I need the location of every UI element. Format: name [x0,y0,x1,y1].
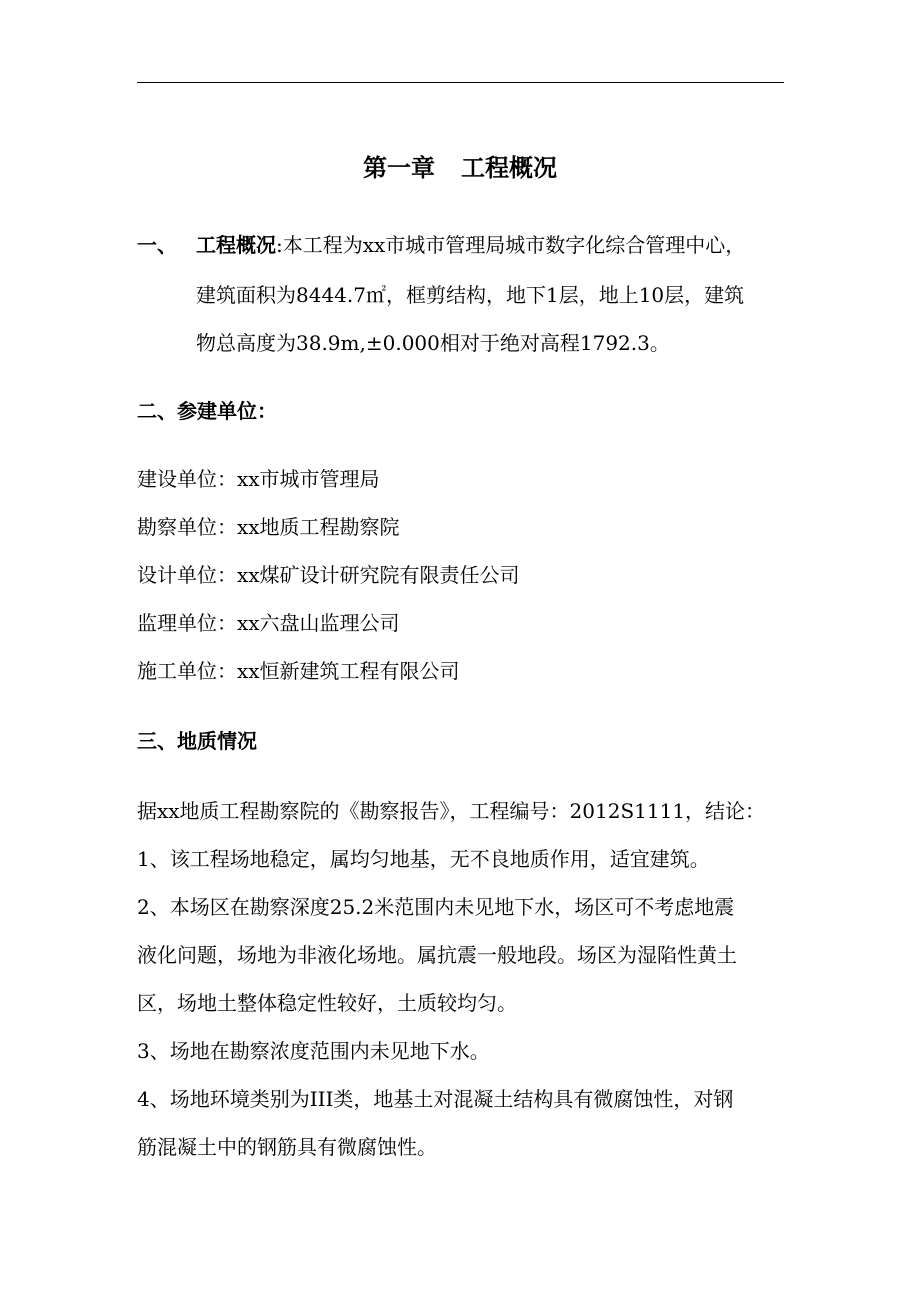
section1-number: 一、 [137,233,177,257]
section3-heading: 三、地质情况 [137,729,257,753]
chapter-title-text: 工程概况 [461,154,557,182]
section3-line: 筋混凝土中的钢筋具有微腐蚀性。 [137,1135,437,1159]
section3-line: 区，场地土整体稳定性较好，土质较均匀。 [137,991,517,1015]
section1-line2: 建筑面积为8444.7㎡，框剪结构，地下1层，地上10层，建筑 [196,283,745,307]
section2-heading: 二、参建单位： [137,399,277,423]
unit-line: 设计单位：xx煤矿设计研究院有限责任公司 [137,563,520,587]
section3-line: 4、场地环境类别为III类，地基土对混凝土结构具有微腐蚀性，对钢 [137,1087,734,1111]
section1-text1: 本工程为xx市城市管理局城市数字化综合管理中心， [282,233,746,257]
unit-line: 施工单位：xx恒新建筑工程有限公司 [137,659,460,683]
chapter-label: 第一章 [363,154,435,182]
section3-line: 液化问题，场地为非液化场地。属抗震一般地段。场区为湿陷性黄土 [137,943,737,967]
header-rule [137,82,784,83]
section1-colon: : [276,233,283,257]
section3-line: 1、该工程场地稳定，属均匀地基，无不良地质作用，适宜建筑。 [137,847,710,871]
section1-line3: 物总高度为38.9m,±0.000相对于绝对高程1792.3。 [196,331,670,355]
unit-line: 建设单位：xx市城市管理局 [137,467,380,491]
section3-line: 3、场地在勘察浓度范围内未见地下水。 [137,1039,490,1063]
section3-line: 2、本场区在勘察深度25.2米范围内未见地下水，场区可不考虑地震 [137,895,735,919]
unit-line: 监理单位：xx六盘山监理公司 [137,611,400,635]
chapter-title [0,150,920,186]
unit-line: 勘察单位：xx地质工程勘察院 [137,515,400,539]
section1-heading: 工程概况 [196,233,276,257]
section3-intro: 据xx地质工程勘察院的《勘察报告》，工程编号：2012S1111，结论： [137,799,766,823]
section1-line1 [196,230,745,260]
